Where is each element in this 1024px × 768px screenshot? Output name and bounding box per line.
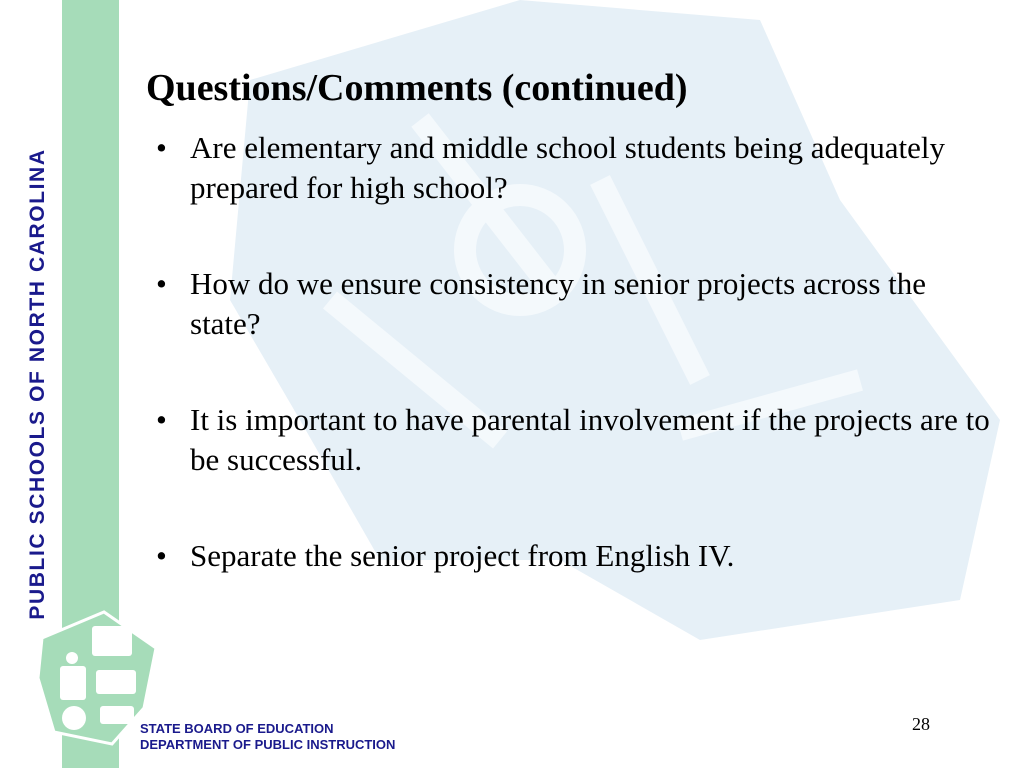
bullet-dot-icon: • — [156, 402, 167, 437]
footer-line-board: STATE BOARD OF EDUCATION — [140, 721, 334, 736]
slide-title: Questions/Comments (continued) — [146, 67, 688, 109]
bullet-text: Separate the senior project from English IV. — [190, 538, 735, 573]
bullet-text: It is important to have parental involvement if the projects are to be successful. — [190, 402, 990, 477]
bullet-item — [150, 400, 990, 480]
bullet-item — [150, 128, 990, 208]
bullet-item — [150, 264, 990, 344]
page-number: 28 — [912, 714, 930, 734]
bullet-text: Are elementary and middle school students being adequately prepared for high school? — [190, 130, 945, 205]
org-vertical-title: PUBLIC SCHOOLS OF NORTH CAROLINA — [26, 148, 49, 620]
bullet-list — [150, 128, 990, 632]
bullet-dot-icon: • — [156, 266, 167, 301]
bullet-dot-icon: • — [156, 130, 167, 165]
bullet-dot-icon: • — [156, 538, 167, 573]
bullet-text: How do we ensure consistency in senior projects across the state? — [190, 266, 927, 341]
bullet-item — [150, 536, 990, 576]
footer-line-department: DEPARTMENT OF PUBLIC INSTRUCTION — [140, 737, 396, 752]
footer — [140, 721, 395, 753]
